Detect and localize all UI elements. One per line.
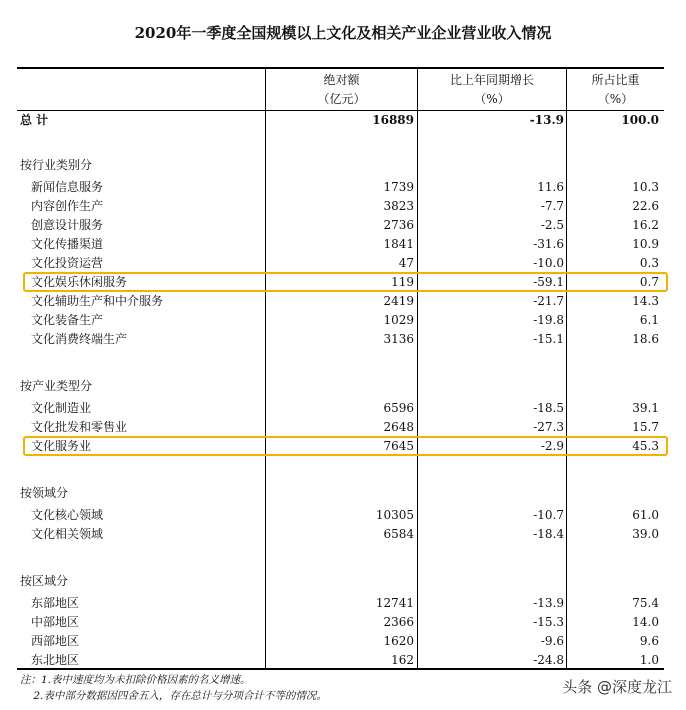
section-heading: 按领域分 xyxy=(20,486,69,500)
row-share: 10.9 xyxy=(632,237,659,251)
row-abs: 6596 xyxy=(383,401,414,415)
row-abs: 1841 xyxy=(383,237,414,251)
row-share: 18.6 xyxy=(632,332,659,346)
column-divider-1 xyxy=(265,69,266,668)
row-label: 内容创作生产 xyxy=(31,199,104,213)
watermark: 头条 @深度龙江 xyxy=(562,678,672,696)
row-growth: -13.9 xyxy=(533,596,564,610)
row-growth: -27.3 xyxy=(533,420,564,434)
note-line-2: 2.表中部分数据因四舍五入，存在总计与分项合计不等的情况。 xyxy=(20,690,327,702)
row-growth: -59.1 xyxy=(533,275,564,289)
row-abs: 6584 xyxy=(383,527,414,541)
column-divider-3 xyxy=(566,69,567,668)
row-share: 16.2 xyxy=(632,218,659,232)
row-abs: 3823 xyxy=(383,199,414,213)
row-growth: -2.9 xyxy=(540,439,564,453)
row-abs: 7645 xyxy=(383,439,414,453)
row-share: 75.4 xyxy=(632,596,659,610)
total-abs: 16889 xyxy=(372,113,414,127)
row-abs: 1620 xyxy=(383,634,414,648)
row-label: 文化相关领域 xyxy=(31,527,104,541)
row-growth: -2.5 xyxy=(540,218,564,232)
row-abs: 47 xyxy=(398,256,414,270)
row-share: 10.3 xyxy=(632,180,659,194)
row-abs: 12741 xyxy=(375,596,414,610)
highlight-box-services xyxy=(23,436,668,456)
row-share: 15.7 xyxy=(632,420,659,434)
total-share: 100.0 xyxy=(621,113,659,127)
row-share: 22.6 xyxy=(632,199,659,213)
row-share: 61.0 xyxy=(632,508,659,522)
note-line-1: 注：1.表中速度均为未扣除价格因素的名义增速。 xyxy=(20,674,251,686)
row-share: 39.0 xyxy=(632,527,659,541)
row-abs: 2366 xyxy=(383,615,414,629)
row-growth: -15.1 xyxy=(533,332,564,346)
row-abs: 2736 xyxy=(383,218,414,232)
row-abs: 2419 xyxy=(383,294,414,308)
row-growth: -18.5 xyxy=(533,401,564,415)
row-share: 1.0 xyxy=(639,653,659,667)
row-label: 文化娱乐休闲服务 xyxy=(31,275,128,289)
section-heading: 按产业类型分 xyxy=(20,379,93,393)
row-label: 文化批发和零售业 xyxy=(31,420,128,434)
row-growth: 11.6 xyxy=(537,180,564,194)
row-share: 6.1 xyxy=(639,313,659,327)
header-share-unit: （%） xyxy=(597,92,634,106)
header-absolute-label: 绝对额 xyxy=(323,73,360,87)
row-growth: -19.8 xyxy=(533,313,564,327)
row-abs: 3136 xyxy=(383,332,414,346)
row-growth: -21.7 xyxy=(533,294,564,308)
row-share: 14.0 xyxy=(632,615,659,629)
row-abs: 119 xyxy=(391,275,414,289)
header-growth-label: 比上年同期增长 xyxy=(449,73,534,87)
row-abs: 1029 xyxy=(383,313,414,327)
row-share: 0.7 xyxy=(639,275,659,289)
section-heading: 按行业类别分 xyxy=(20,158,93,172)
row-label: 创意设计服务 xyxy=(31,218,104,232)
row-growth: -15.3 xyxy=(533,615,564,629)
row-growth: -10.0 xyxy=(533,256,564,270)
row-share: 45.3 xyxy=(632,439,659,453)
row-label: 文化传播渠道 xyxy=(31,237,104,251)
row-label: 西部地区 xyxy=(31,634,80,648)
row-share: 0.3 xyxy=(639,256,659,270)
row-label: 文化服务业 xyxy=(31,439,92,453)
column-divider-2 xyxy=(417,69,418,668)
row-growth: -9.6 xyxy=(540,634,564,648)
row-abs: 2648 xyxy=(383,420,414,434)
header-absolute-unit: （亿元） xyxy=(317,92,366,106)
row-label: 东部地区 xyxy=(31,596,80,610)
row-label: 文化消费终端生产 xyxy=(31,332,128,346)
row-label: 中部地区 xyxy=(31,615,80,629)
header-growth-unit: （%） xyxy=(474,92,510,106)
header-growth xyxy=(418,71,566,109)
row-label: 文化辅助生产和中介服务 xyxy=(31,294,164,308)
row-label: 东北地区 xyxy=(31,653,80,667)
row-abs: 162 xyxy=(391,653,414,667)
row-label: 文化装备生产 xyxy=(31,313,104,327)
total-growth: -13.9 xyxy=(529,113,564,127)
row-share: 39.1 xyxy=(632,401,659,415)
row-growth: -10.7 xyxy=(533,508,564,522)
row-label: 文化核心领域 xyxy=(31,508,104,522)
header-share-label: 所占比重 xyxy=(591,73,640,87)
total-label: 总 计 xyxy=(20,113,49,127)
row-abs: 1739 xyxy=(383,180,414,194)
highlight-box-entertainment xyxy=(23,272,668,292)
row-growth: -24.8 xyxy=(533,653,564,667)
table-title: 2020年一季度全国规模以上文化及相关产业企业营业收入情况 xyxy=(134,24,552,42)
header-absolute xyxy=(266,71,417,109)
row-share: 14.3 xyxy=(632,294,659,308)
row-growth: -31.6 xyxy=(533,237,564,251)
row-share: 9.6 xyxy=(639,634,659,648)
row-label: 新闻信息服务 xyxy=(31,180,104,194)
row-growth: -18.4 xyxy=(533,527,564,541)
header-share xyxy=(567,71,664,109)
row-abs: 10305 xyxy=(375,508,414,522)
section-heading: 按区域分 xyxy=(20,574,69,588)
row-label: 文化制造业 xyxy=(31,401,92,415)
row-label: 文化投资运营 xyxy=(31,256,104,270)
row-growth: -7.7 xyxy=(540,199,564,213)
